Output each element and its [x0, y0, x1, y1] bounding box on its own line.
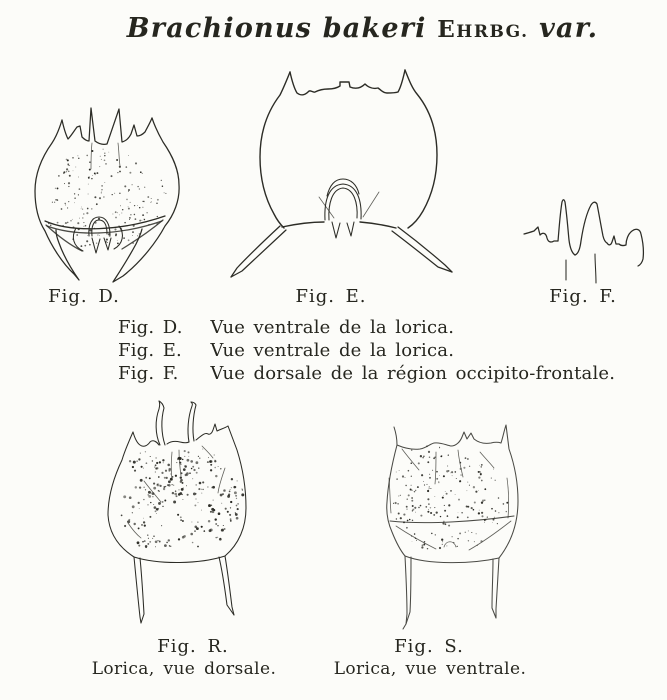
figure-f-drawing	[523, 196, 665, 291]
species-name: Brachionus bakeri	[126, 13, 427, 44]
figure-r-label: Fig. R.	[157, 636, 229, 657]
figure-e-drawing	[224, 62, 466, 284]
figure-r-drawing	[98, 388, 300, 636]
caption-line-d	[118, 316, 615, 339]
variant-label: var.	[539, 13, 599, 44]
caption-text-d: Vue ventrale de la lorica.	[210, 317, 455, 338]
caption-line-e	[118, 339, 615, 362]
fig-d-inner-lines	[91, 143, 120, 169]
figure-e-label: Fig. E.	[295, 286, 367, 307]
fig-s-outline	[387, 425, 518, 629]
figure-s-label: Fig. S.	[394, 636, 464, 657]
authority-name: EHRBG.	[437, 16, 529, 43]
plate-title	[0, 13, 667, 44]
caption-list	[118, 316, 615, 385]
figure-s-drawing	[366, 418, 528, 636]
fig-e-outline	[260, 70, 437, 228]
figure-d-label: Fig. D.	[48, 286, 120, 307]
fig-r-outline	[108, 401, 246, 623]
figure-d-drawing	[22, 73, 184, 291]
caption-text-e: Vue ventrale de la lorica.	[210, 340, 455, 361]
fig-e-foot-opening	[319, 179, 379, 238]
fig-e-posterior-spines	[231, 226, 452, 277]
figure-r-caption: Lorica, vue dorsale.	[91, 659, 277, 679]
fig-f-outline	[524, 200, 643, 283]
caption-fig-ref-e: Fig. E.	[118, 340, 182, 361]
figure-f-label: Fig. F.	[549, 286, 617, 307]
caption-fig-ref-d: Fig. D.	[118, 317, 183, 338]
caption-line-f	[118, 362, 615, 385]
fig-r-stippling	[121, 449, 245, 549]
fig-d-outline	[35, 108, 179, 282]
caption-text-f: Vue dorsale de la région occipito-frontale.	[210, 363, 616, 384]
figure-s-caption: Lorica, vue ventrale.	[333, 659, 527, 679]
fig-s-stippling	[393, 445, 508, 549]
caption-fig-ref-f: Fig. F.	[118, 363, 179, 384]
